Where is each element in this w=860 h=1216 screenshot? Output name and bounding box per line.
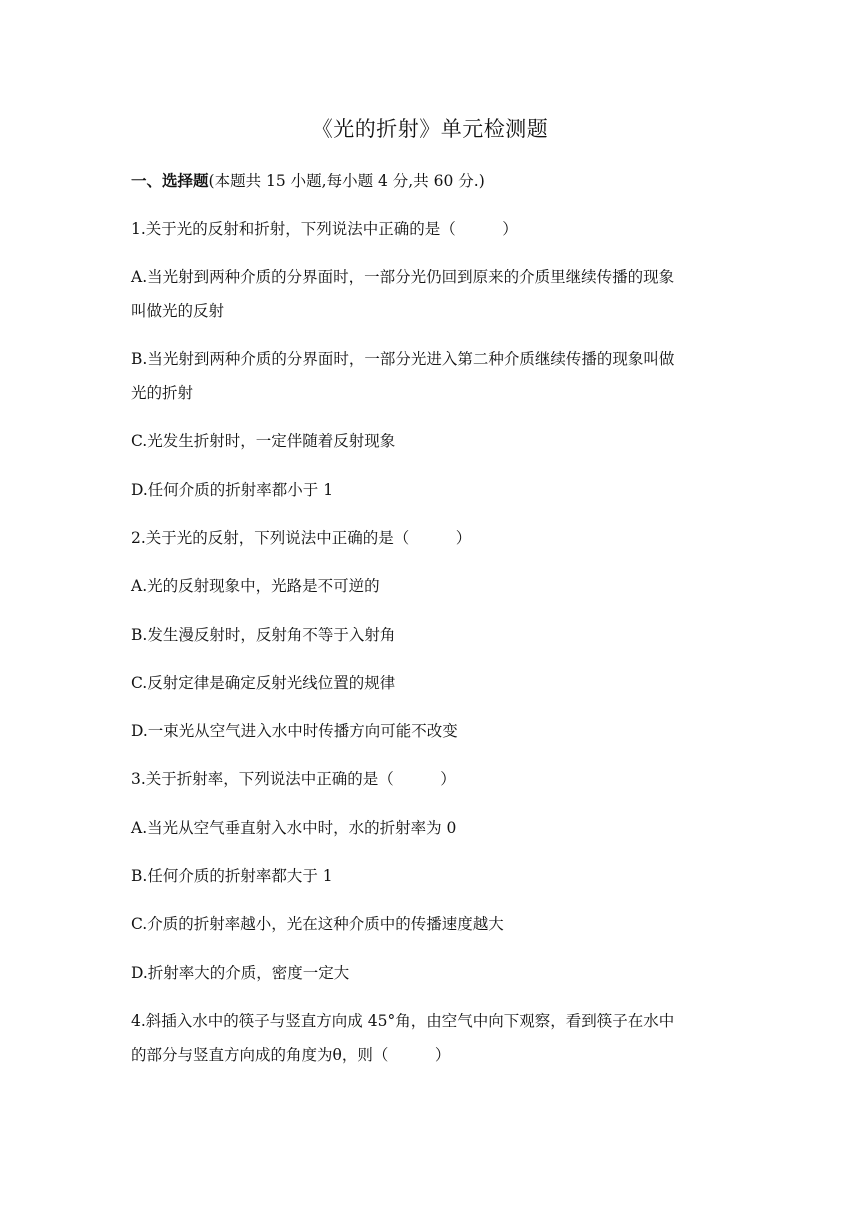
question-1-option-a-line-2: 叫做光的反射 [131, 302, 225, 320]
question-2-option-c: C.反射定律是确定反射光线位置的规律 [131, 674, 396, 692]
question-4-stem-line-1: 4.斜插入水中的筷子与竖直方向成 45°角，由空气中向下观察，看到筷子在水中 [131, 1012, 675, 1030]
question-3-option-d: D.折射率大的介质，密度一定大 [131, 964, 350, 982]
page-title: 《光的折射》单元检测题 [311, 117, 549, 141]
question-1-stem: 1.关于光的反射和折射，下列说法中正确的是（ ） [131, 220, 518, 238]
section-heading [131, 164, 741, 198]
question-3-option-c: C.介质的折射率越小，光在这种介质中的传播速度越大 [131, 915, 504, 933]
question-2-option-a: A.光的反射现象中，光路是不可逆的 [131, 577, 380, 595]
question-3-option-a: A.当光从空气垂直射入水中时，水的折射率为 0 [131, 819, 457, 837]
question-3-option-b: B.任何介质的折射率都大于 1 [131, 867, 333, 885]
section-label: 一、选择题 [131, 171, 209, 190]
question-2-option-b: B.发生漫反射时，反射角不等于入射角 [131, 626, 396, 644]
question-1-option-b-line-1: B.当光射到两种介质的分界面时，一部分光进入第二种介质继续传播的现象叫做 [131, 350, 675, 368]
question-1-option-c: C.光发生折射时，一定伴随着反射现象 [131, 432, 396, 450]
question-1-option-d: D.任何介质的折射率都小于 1 [131, 481, 334, 499]
question-3-stem: 3.关于折射率，下列说法中正确的是（ ） [131, 770, 456, 788]
section-note: (本题共 15 小题,每小题 4 分,共 60 分.) [208, 172, 485, 190]
question-1-option-a-line-1: A.当光射到两种介质的分界面时，一部分光仍回到原来的介质里继续传播的现象 [131, 268, 675, 286]
question-1-option-b-line-2: 光的折射 [131, 384, 194, 402]
question-2-option-d: D.一束光从空气进入水中时传播方向可能不改变 [131, 722, 458, 740]
question-2-stem: 2.关于光的反射，下列说法中正确的是（ ） [131, 529, 472, 547]
question-4-stem-line-2: 的部分与竖直方向成的角度为θ，则（ ） [131, 1046, 451, 1064]
